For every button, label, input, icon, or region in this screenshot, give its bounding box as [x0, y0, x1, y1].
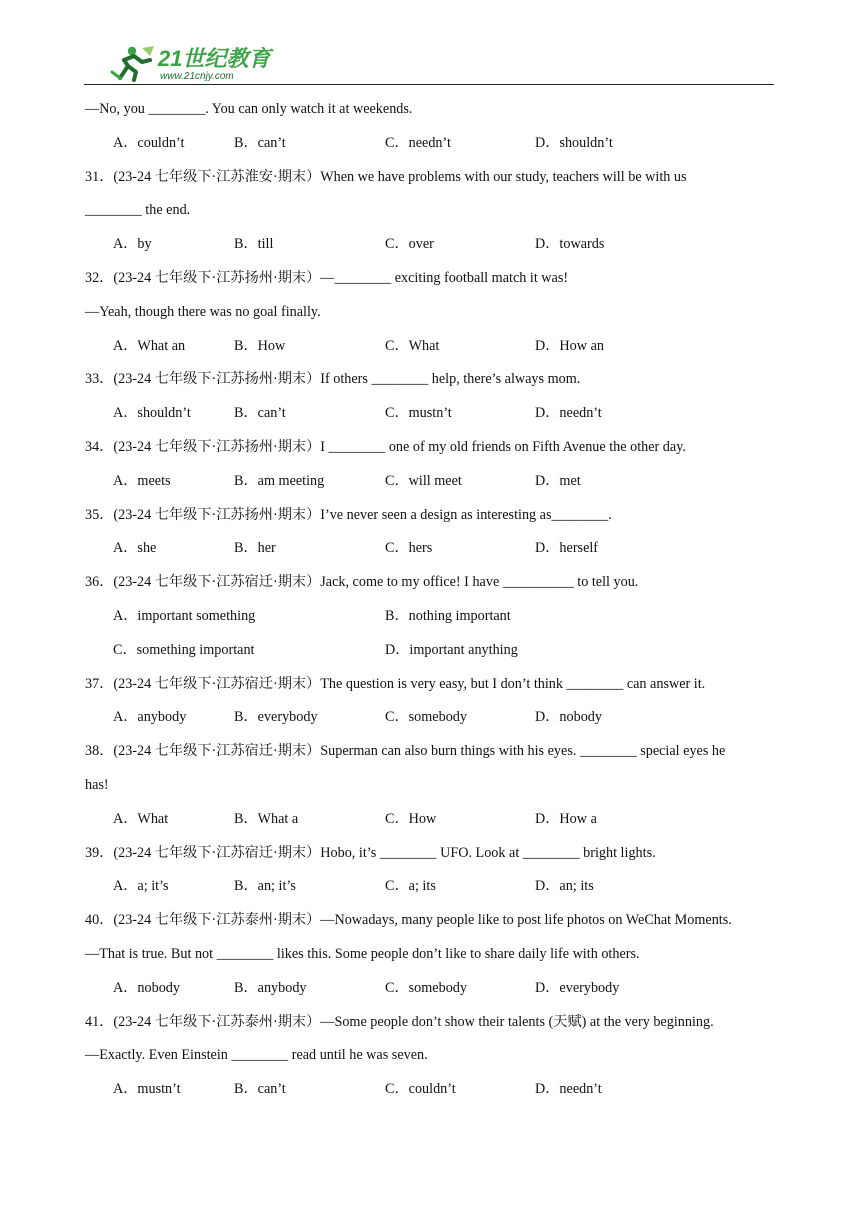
answer-option: D．How an	[535, 338, 604, 354]
answer-option: A．by	[113, 236, 152, 252]
answer-option: C．somebody	[385, 709, 467, 725]
answer-option: D．herself	[535, 540, 599, 556]
answer-option: B．can’t	[234, 1081, 286, 1097]
question-text-line: 33．(23-24 七年级下·江苏扬州·期末）If others ________ help, there’s always mom.	[85, 371, 581, 387]
question-text-line: —No, you ________. You can only watch it at weekends.	[85, 101, 413, 117]
question-text-line: —That is true. But not ________ likes this. Some people don’t like to share daily life with others.	[85, 946, 640, 962]
question-text-line: 40．(23-24 七年级下·江苏泰州·期末）—Nowadays, many people like to post life photos on WeChat Moments.	[85, 912, 732, 928]
answer-option: A．important something	[113, 608, 256, 624]
question-text-line: —Yeah, though there was no goal finally.	[85, 304, 321, 320]
question-text-line: 38．(23-24 七年级下·江苏宿迁·期末）Superman can also burn things with his eyes. ________ special eyes he	[85, 743, 726, 759]
question-text-line: 32．(23-24 七年级下·江苏扬州·期末）—________ exciting football match it was!	[85, 270, 569, 286]
question-text-line: 41．(23-24 七年级下·江苏泰州·期末）—Some people don’t show their talents (天赋) at the very beginning.	[85, 1014, 714, 1030]
answer-option: D．everybody	[535, 980, 620, 996]
answer-option: B．am meeting	[234, 473, 325, 489]
answer-option: C．something important	[113, 642, 255, 658]
answer-option: A．What an	[113, 338, 186, 354]
question-text-line: —Exactly. Even Einstein ________ read until he was seven.	[85, 1047, 428, 1063]
logo-title: 21世纪教育	[158, 46, 271, 71]
answer-option: A．shouldn’t	[113, 405, 191, 421]
question-text-line: 35．(23-24 七年级下·江苏扬州·期末）I’ve never seen a design as interesting as________.	[85, 507, 612, 523]
answer-option: C．mustn’t	[385, 405, 452, 421]
question-text-line: 31．(23-24 七年级下·江苏淮安·期末）When we have problems with our study, teachers will be with us	[85, 169, 687, 185]
answer-option: C．a; its	[385, 878, 436, 894]
answer-option: A．meets	[113, 473, 171, 489]
answer-option: B．till	[234, 236, 274, 252]
question-text-line: 39．(23-24 七年级下·江苏宿迁·期末）Hobo, it’s ________ UFO. Look at ________ bright lights.	[85, 845, 656, 861]
question-text-line: has!	[85, 777, 109, 793]
answer-option: D．needn’t	[535, 1081, 602, 1097]
answer-option: B．anybody	[234, 980, 307, 996]
answer-option: C．will meet	[385, 473, 462, 489]
answer-option: D．important anything	[385, 642, 518, 658]
answer-option: D．towards	[535, 236, 605, 252]
answer-option: C．What	[385, 338, 440, 354]
question-text-line: ________ the end.	[85, 202, 191, 218]
answer-option: B．nothing important	[385, 608, 511, 624]
logo-url: www.21cnjy.com	[160, 71, 234, 82]
answer-option: D．needn’t	[535, 405, 602, 421]
answer-option: A．she	[113, 540, 157, 556]
answer-option: D．an; its	[535, 878, 594, 894]
answer-option: A．nobody	[113, 980, 180, 996]
answer-option: D．met	[535, 473, 581, 489]
answer-option: C．How	[385, 811, 437, 827]
answer-option: C．hers	[385, 540, 433, 556]
answer-option: B．What a	[234, 811, 299, 827]
answer-option: C．needn’t	[385, 135, 451, 151]
answer-option: A．couldn’t	[113, 135, 185, 151]
answer-option: B．How	[234, 338, 286, 354]
answer-option: B．an; it’s	[234, 878, 296, 894]
answer-option: D．shouldn’t	[535, 135, 613, 151]
answer-option: A．mustn’t	[113, 1081, 181, 1097]
question-text-line: 37．(23-24 七年级下·江苏宿迁·期末）The question is very easy, but I don’t think ________ can answer it.	[85, 676, 706, 692]
question-text-line: 36．(23-24 七年级下·江苏宿迁·期末）Jack, come to my office! I have __________ to tell you.	[85, 574, 639, 590]
answer-option: B．everybody	[234, 709, 318, 725]
question-text-line: 34．(23-24 七年级下·江苏扬州·期末）I ________ one of my old friends on Fifth Avenue the other day.	[85, 439, 686, 455]
answer-option: C．couldn’t	[385, 1081, 456, 1097]
answer-option: B．can’t	[234, 135, 286, 151]
answer-option: D．How a	[535, 811, 597, 827]
answer-option: A．What	[113, 811, 169, 827]
answer-option: A．anybody	[113, 709, 187, 725]
answer-option: C．over	[385, 236, 434, 252]
answer-option: C．somebody	[385, 980, 467, 996]
answer-option: D．nobody	[535, 709, 602, 725]
answer-option: B．her	[234, 540, 276, 556]
answer-option: A．a; it’s	[113, 878, 169, 894]
answer-option: B．can’t	[234, 405, 286, 421]
